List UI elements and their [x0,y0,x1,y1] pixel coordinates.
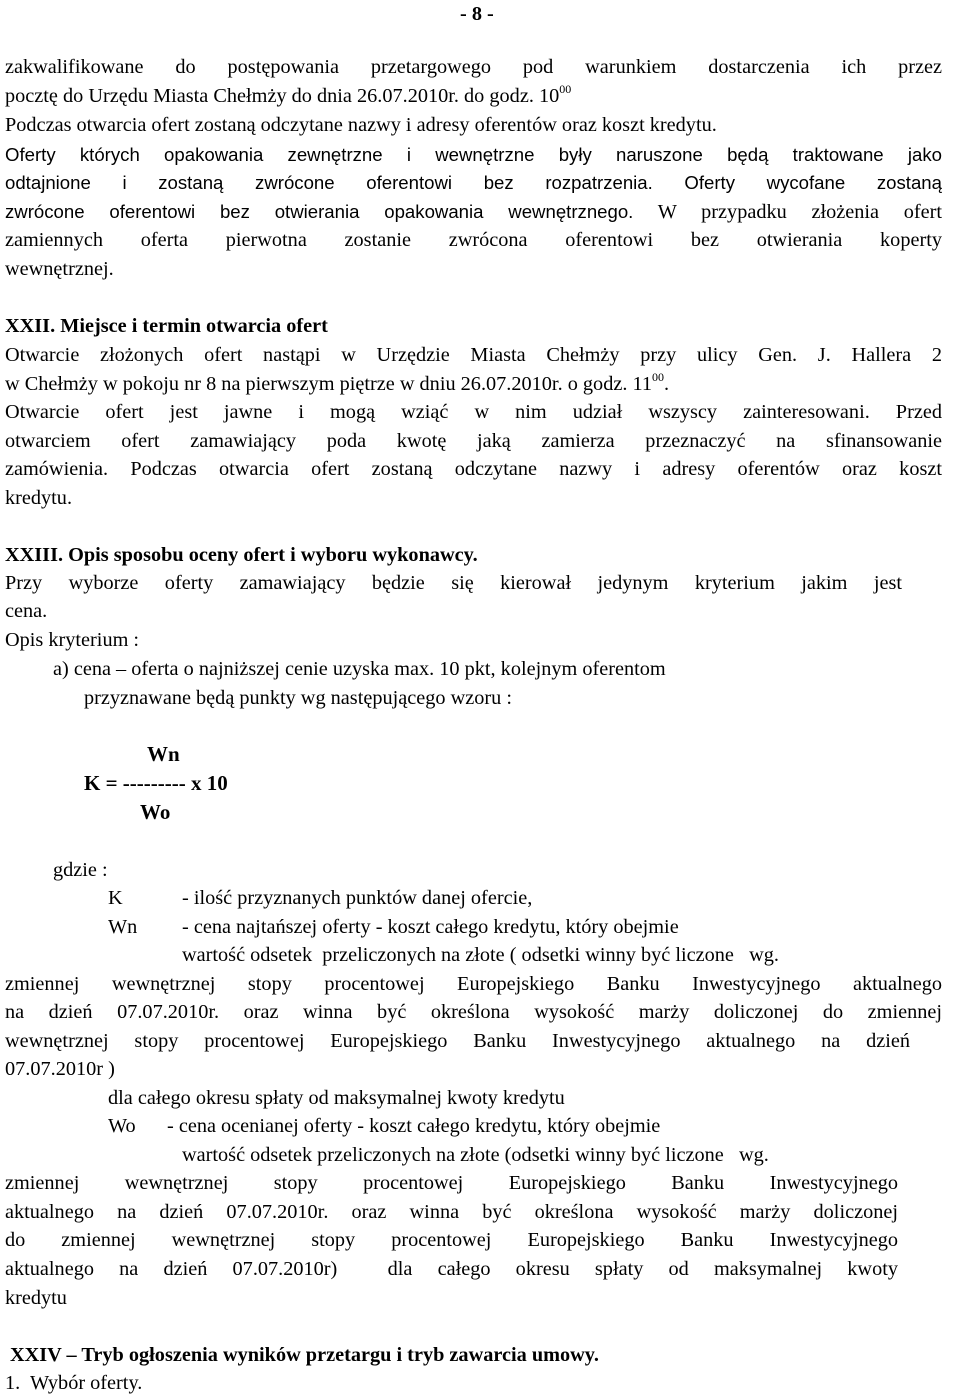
superscript: 00 [559,82,572,96]
paragraph-line: Otwarcie złożonych ofert nastąpi w Urzędzie Miasta Chełmży przy ulicy Gen. J. Hallera 2 [5,344,942,366]
paragraph-line [5,370,942,399]
paragraph-line: zakwalifikowane do postępowania przetargowego pod warunkiem dostarczenia ich przez [5,56,942,78]
paragraph-line: Opis kryterium : [5,629,140,651]
definition-line: kredytu [5,1287,67,1309]
paragraph-line [5,168,942,198]
symbol-wo: Wo [108,1115,136,1137]
definition-line: wartość odsetek przeliczonych na złote ( odsetki winny być liczone wg. [182,944,779,966]
paragraph-line: przyznawane będą punkty wg następującego wzoru : [84,687,512,709]
formula-numerator: Wn [147,742,180,766]
symbol-k: K [108,887,123,909]
text-span: Oferty wycofane zostaną [684,172,942,193]
paragraph-line: Podczas otwarcia ofert zostaną odczytane nazwy i adresy oferentów oraz koszt kredytu. [5,114,717,136]
paragraph-line: Otwarcie ofert jest jawne i mogą wziąć w nim udział wszyscy zainteresowani. Przed [5,401,942,423]
definition-line: aktualnego na dzień 07.07.2010r. oraz winna być określona wysokość marży doliczonej [5,1201,898,1223]
text-span: w Chełmży w pokoju nr 8 na pierwszym piętrze w dniu 26.07.2010r. o godz. 11 [5,373,653,395]
paragraph-line: cena. [5,600,48,622]
definition-line: aktualnego na dzień 07.07.2010r) dla całego okresu spłaty od maksymalnej kwoty [5,1258,898,1280]
definition-line: do zmiennej wewnętrznej stopy procentowej Europejskiego Banku Inwestycyjnego [5,1229,898,1251]
section-heading: XXIV – Tryb ogłoszenia wyników przetargu i tryb zawarcia umowy. [10,1344,599,1366]
criterion-item: a) cena – oferta o najniższej cenie uzyska max. 10 pkt, kolejnym oferentom [53,658,666,680]
definition-line: na dzień 07.07.2010r. oraz winna być określona wysokość marży doliczonej do zmiennej [5,1001,942,1023]
symbol-wn: Wn [108,916,138,938]
definition-wn: - cena najtańszej oferty - koszt całego kredytu, który obejmie [182,916,679,938]
paragraph-line: wewnętrznej. [5,258,114,280]
paragraph-line: kredytu. [5,487,73,509]
definition-line: zmiennej wewnętrznej stopy procentowej Europejskiego Banku Inwestycyjnego [5,1172,898,1194]
formula-denominator: Wo [140,800,171,824]
section-heading: XXII. Miejsce i termin otwarcia ofert [5,315,328,337]
section-heading: XXIII. Opis sposobu oceny ofert i wyboru wykonawcy. [5,544,478,566]
definitions-label: gdzie : [53,859,108,881]
text-span: odtajnione i zostaną zwrócone oferentowi bez rozpatrzenia. [5,172,653,193]
definition-line: wewnętrznej stopy procentowej Europejskiego Banku Inwestycyjnego aktualnego na dzień [5,1030,910,1052]
text-span: . [664,373,670,395]
paragraph-line [5,197,942,227]
definition-k: - ilość przyznanych punktów danej ofercie, [182,887,533,909]
list-item: 1. Wybór oferty. [5,1372,143,1394]
definition-line: wartość odsetek przeliczonych na złote (odsetki winny być liczone wg. [182,1144,769,1166]
paragraph-line: Przy wyborze oferty zamawiający będzie się kierował jedynym kryterium jakim jest [5,572,902,594]
paragraph-line: otwarciem ofert zamawiający poda kwotę jaką zamierza przeznaczyć na sfinansowanie [5,430,942,452]
formula-main: K = --------- x 10 [84,771,228,795]
paragraph-line: zamiennych oferta pierwotna zostanie zwrócona oferentowi bez otwierania koperty [5,229,942,251]
paragraph-line: zamówienia. Podczas otwarcia ofert zostaną odczytane nazwy i adresy oferentów oraz koszt [5,458,942,480]
text-span: zwrócone oferentowi bez otwierania opakowania wewnętrznego. [5,201,634,222]
definition-wo: - cena ocenianej oferty - koszt całego kredytu, który obejmie [167,1115,661,1137]
definition-line: zmiennej wewnętrznej stopy procentowej Europejskiego Banku Inwestycyjnego aktualnego [5,973,942,995]
definition-line: dla całego okresu spłaty od maksymalnej kwoty kredytu [108,1087,565,1109]
text-span: pocztę do Urzędu Miasta Chełmży do dnia 26.07.2010r. do godz. 10 [5,85,560,107]
paragraph-line [5,82,942,111]
superscript: 00 [652,370,665,384]
paragraph-line: Oferty których opakowania zewnętrzne i wewnętrzne były naruszone będą traktowane jako [5,144,942,165]
page-number: - 8 - [460,3,494,25]
text-span: W przypadku złożenia ofert [657,201,942,223]
definition-line: 07.07.2010r ) [5,1058,115,1080]
